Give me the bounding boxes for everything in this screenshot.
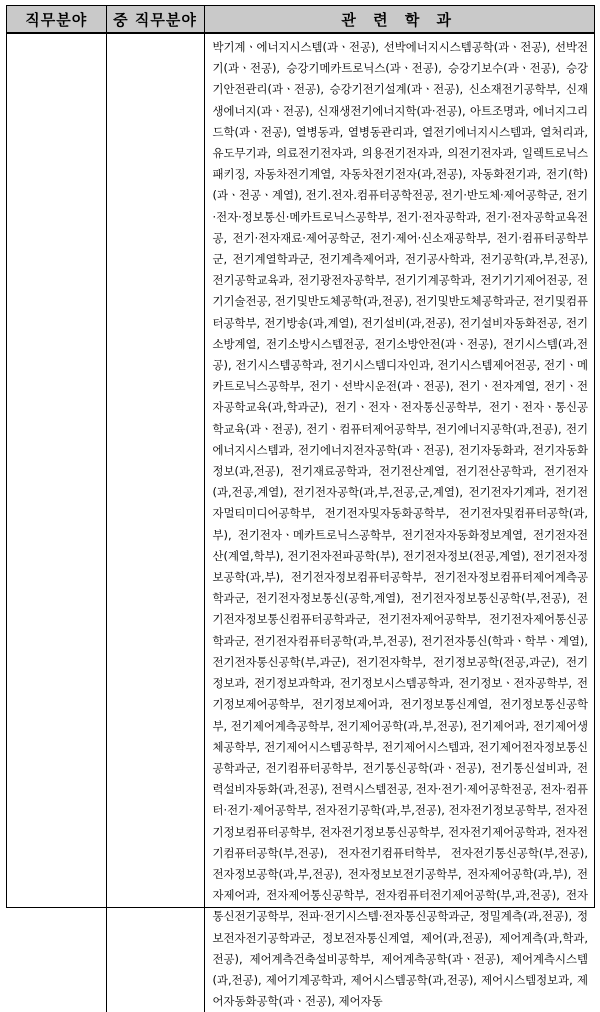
table-header-row [7, 6, 594, 33]
sub-job-field-cell [106, 33, 204, 1012]
related-majors-cell: 박기계ㆍ에너지시스템(과ㆍ전공), 선박에너지시스템공학(과ㆍ전공), 선박전기(과ㆍ전공), 승강기메카트로닉스(과ㆍ전공), 승강기보수(과ㆍ전공), 승강기안전관리(과ㆍ전공), 승강기전기설계(과ㆍ전공), 신소재전기공학부, 신재생에너지(과ㆍ전공), 신재생전기에너지학(과·전공), 아트조명과, 에너지그리드학(과ㆍ전공), 열병동과, 열병동관리과, 열전기에너지시스템과, 열처리과, 유도무기과, 의료전기전자과, 의용전기전자과, 의전기전자과, 일렉트로닉스패키징, 자동차전기계열, 자동차전기전자(과,전공), 자동화전기과, 전기(학)(과ㆍ전공ㆍ계열), 전기.전자.컴퓨터공학전공, 전기·반도체·제어공학군, 전기·전자·정보통신·메카트로닉스공학부, 전기·전자공학과, 전기·전자공학교육전공, 전기·전자재료·제어공학군, 전기·제어·신소재공학부, 전기·컴퓨터공학부군, 전기계열학과군, 전기계측제어과, 전기공사학과, 전기공학(과,부,전공), 전기공학교육과, 전기광전자공학부, 전기기계공학과, 전기기기제어전공, 전기기술전공, 전기및반도체공학(과,전공), 전기및반도체공학과군, 전기및컴퓨터공학부, 전기방송(과,계열), 전기설비(과,전공), 전기설비자동화전공, 전기소방계열, 전기소방시스템전공, 전기소방안전(과ㆍ전공), 전기시스템(과,전공), 전기시스템공학과, 전기시스템디자인과, 전기시스템제어전공, 전기ㆍ메카트로닉스공학부, 전기ㆍ선박시운전(과ㆍ전공), 전기ㆍ전자계열, 전기ㆍ전자공학교육(과,학과군), 전기ㆍ전자ㆍ전자통신공학부, 전기ㆍ전자ㆍ통신공학교육(과ㆍ전공), 전기ㆍ컴퓨터제어공학부, 전기에너지공학(과,전공), 전기에너지시스템과, 전기에너지전자공학(과ㆍ전공), 전기자동화과, 전기자동화정보(과,전공), 전기재료공학과, 전기전산계열, 전기전산공학과, 전기전자(과,전공,계열), 전기전자공학(과,부,전공,군,계열), 전기전자기계과, 전기전자멀티미디어공학부, 전기전자및자동화공학부, 전기전자및컴퓨터공학(과,부), 전기전자ㆍ메카트로닉스공학부, 전기전자자동화정보계열, 전기전자전산(계열,학부), 전기전자전파공학(부), 전기전자정보(전공,계열), 전기전자정보공학(과,부), 전기전자정보컴퓨터공학부, 전기전자정보컴퓨터제어계측공학과군, 전기전자정보통신(공학,계열), 전기전자정보통신공학(부,전공), 전기전자정보통신컴퓨터공학과군, 전기전자제어공학부, 전기전자제어통신공학과군, 전기전자컴퓨터공학(과,부,전공), 전기전자통신(학과ㆍ학부ㆍ계열), 전기전자통신공학(부,과군), 전기전자학부, 전기정보공학(전공,과군), 전기정보과, 전기정보과학과, 전기정보시스템공학과, 전기정보ㆍ전자공학부, 전기정보제어공학부, 전기정보제어과, 전기정보통신계열, 전기정보통신공학부, 전기제어계측공학부, 전기제어공학(과,부,전공), 전기제어과, 전기제어생체공학부, 전기제어시스템공학부, 전기제어시스템과, 전기제어전자정보통신공학과군, 전기컴퓨터공학부, 전기통신공학(과ㆍ전공), 전기통신설비과, 전력설비자동화(과,전공), 전력시스템전공, 전자·전기·제어공학전공, 전자·컴퓨터·전기·제어공학부, 전자전기공학(과,부,전공), 전자전기정보공학부, 전자전기정보컴퓨터공학부, 전자전기정보통신공학부, 전자전기제어공학과, 전자전기컴퓨터공학(부,전공), 전자전기컴퓨터학부, 전자전기통신공학(부,전공), 전자정보공학(과,부,전공), 전자정보보전기공학부, 전자제어공학(과,부), 전자제어과, 전자제어통신공학부, 전자컴퓨터전기제어공학(부,과,전공), 전자통신전기공학부, 전파·전기시스템·전자통신공학과군, 정밀계측(과,전공), 정보전자전기공학과군, 정보전자통신계열, 제어(과,전공), 제어계측(과,학과,전공), 제어계측건축설비공학부, 제어계측공학(과ㆍ전공), 제어계측시스템(과,전공), 제어기계공학과, 제어시스템공학(과,전공), 제어시스템정보과, 제어자동화공학(과ㆍ전공), 제어자동 [212, 40, 588, 1009]
table-row [7, 33, 594, 1012]
majors-table-sheet [6, 5, 595, 1009]
job-field-cell [7, 33, 106, 1012]
majors-table [7, 6, 594, 1012]
header-sub-job-field: 중 직무분야 [106, 6, 204, 33]
header-job-field: 직무분야 [7, 6, 106, 33]
header-related-majors: 관 련 학 과 [204, 6, 594, 33]
